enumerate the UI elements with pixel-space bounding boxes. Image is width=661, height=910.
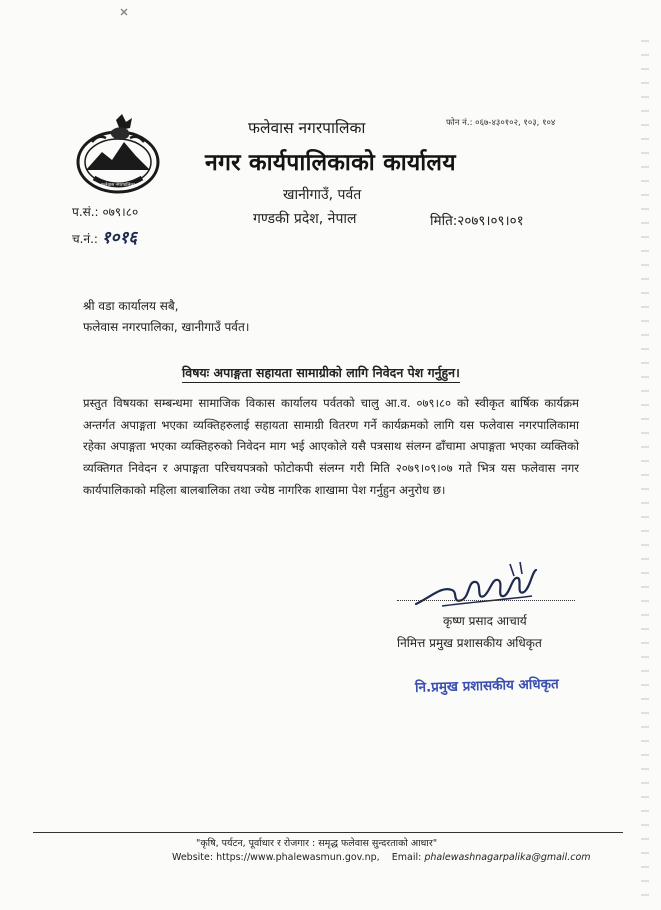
scan-artifact-icon <box>120 8 128 16</box>
reference-number <box>72 203 138 220</box>
footer-contact <box>172 852 591 863</box>
signature-line <box>397 600 575 601</box>
signer-name: कृष्ण प्रसाद आचार्य <box>443 614 527 628</box>
letter-date: मिति:२०७९।०९।०१ <box>430 213 524 229</box>
reference-label: प.सं.: <box>72 205 99 219</box>
scan-edge-artifact <box>641 40 649 900</box>
letter-subject: विषयः अपाङ्गता सहायता सामाग्रीको लागि निवेदन पेश गर्नुहुन। <box>182 364 460 383</box>
recipient-line-2: फलेवास नगरपालिका, खानीगाउँ पर्वत। <box>83 320 250 334</box>
letter-body: प्रस्तुत विषयका सम्बन्धमा सामाजिक विकास कार्यालय पर्वतको चालु आ.व. ०७९।८० को स्वीकृत बार्षिक कार्यक्रम अन्तर्गत अपाङ्गता भएका व्यक्तिहरुलाई सहायता सामाग्री वितरण गर्ने कार्यक्रमको लागि यस फलेवास नगरपालिकामा रहेका अपाङ्गता भएका व्यक्तिहरुको निवेदन माग भई आएकोले यसै पत्रसाथ संलग्न ढाँचामा अपाङ्गता भएका व्यक्तिको व्यक्तिगत निवेदन र अपाङ्गता परिचयपत्रको फोटोकपी संलग्न गरी मिति २०७९।०९।०७ गते भित्र यस फलेवास नगर कार्यपालिकाको महिला बालबालिका तथा ज्येष्ठ नागरिक शाखामा पेश गर्नुहुन अनुरोध छ। <box>83 396 579 497</box>
dispatch-value: १०१६ <box>101 228 138 248</box>
recipient-line-1: श्री वडा कार्यालय सबै, <box>83 299 179 313</box>
official-stamp: नि.प्रमुख प्रशासकीय अधिकृत <box>414 676 559 696</box>
dispatch-number <box>72 225 137 248</box>
emblem-ribbon-text: फलेवास नगरपालिका <box>100 183 136 188</box>
footer-divider <box>33 832 623 833</box>
email-label: Email: <box>391 852 422 863</box>
office-title: नगर कार्यपालिकाको कार्यालय <box>205 150 456 176</box>
website-link: https://www.phalewasmun.gov.np, <box>216 852 380 863</box>
organization-name: फलेवास नगरपालिका <box>248 119 366 137</box>
dispatch-label: च.नं.: <box>72 232 98 246</box>
phone-number: फोन नं.: ०६७-४३०१०२, १०३, १०४ <box>446 118 556 128</box>
nepal-emblem-icon <box>72 112 164 196</box>
email-address: phalewashnagarpalika@gmail.com <box>424 852 591 863</box>
website-label: Website: <box>172 852 214 863</box>
reference-value: ०७९।८० <box>102 205 139 219</box>
handwritten-signature <box>412 556 544 618</box>
footer-tagline: "कृषि, पर्यटन, पूर्वाधार र रोजगार : समृद्ध फलेवास सुन्दरताको आधार" <box>196 838 438 849</box>
address-line-2: गण्डकी प्रदेश, नेपाल <box>253 211 357 227</box>
address-line-1: खानीगाउँ, पर्वत <box>283 187 362 203</box>
signer-title: निमित्त प्रमुख प्रशासकीय अधिकृत <box>397 636 542 650</box>
